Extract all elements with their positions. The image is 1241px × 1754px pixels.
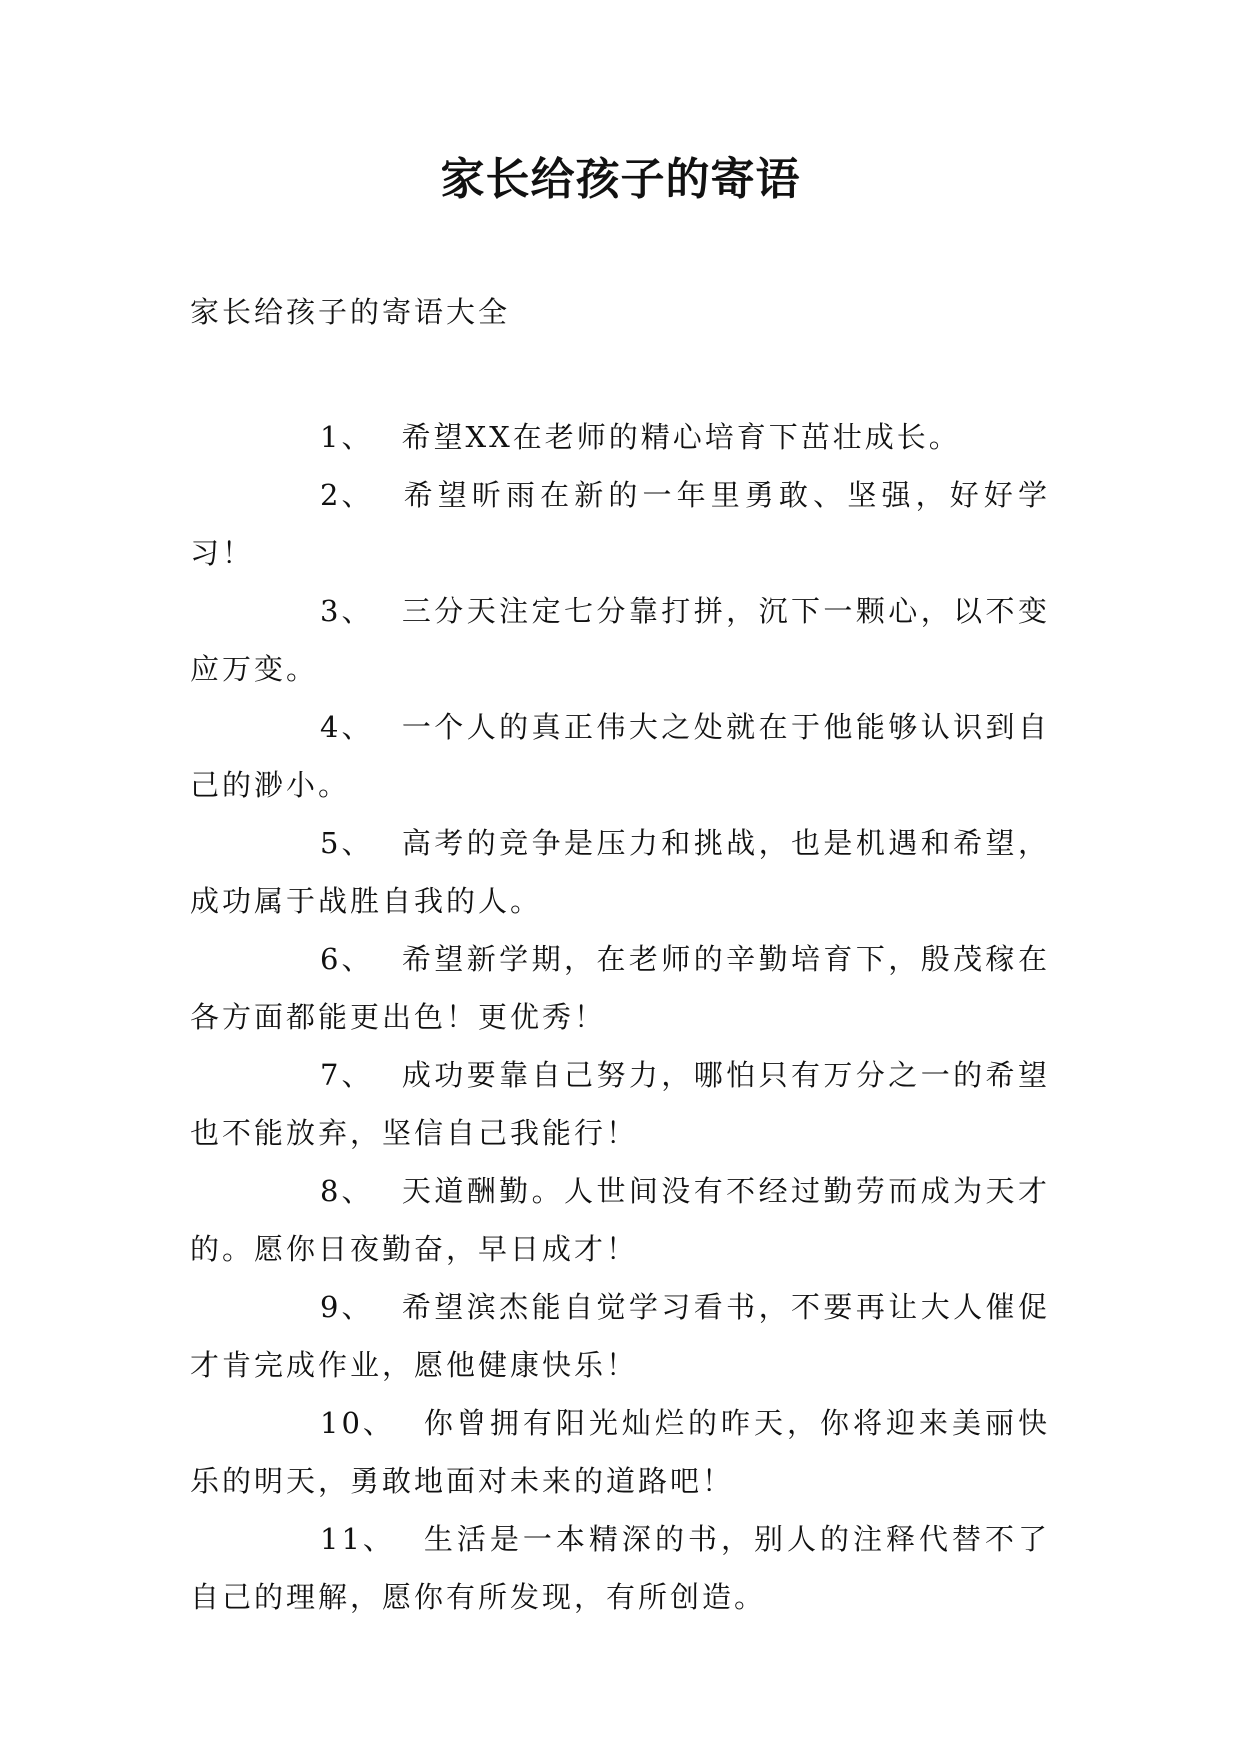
list-item [190,1046,1050,1162]
list-item [190,408,1050,466]
item-number: 6、 [320,942,374,976]
item-number: 10、 [320,1406,395,1440]
list-item [190,698,1050,814]
document-title: 家长给孩子的寄语 [440,154,801,205]
list-item [190,582,1050,698]
list-item [190,814,1050,930]
item-text: 希望滨杰能自觉学习看书，不要再让大人催促才肯完成作业，愿他健康快乐！ [190,1290,1050,1382]
item-text: 一个人的真正伟大之处就在于他能够认识到自己的渺小。 [190,710,1050,802]
item-number: 11、 [320,1522,395,1556]
list-item [190,930,1050,1046]
list-item [190,1278,1050,1394]
document-subtitle: 家长给孩子的寄语大全 [190,295,511,329]
item-number: 4、 [320,710,374,744]
item-number: 3、 [320,594,374,628]
list-item [190,466,1050,582]
item-text: 你曾拥有阳光灿烂的昨天，你将迎来美丽快乐的明天，勇敢地面对未来的道路吧！ [190,1406,1050,1498]
item-text: 成功要靠自己努力，哪怕只有万分之一的希望也不能放弃，坚信自己我能行！ [190,1058,1050,1150]
message-list [190,408,1050,1626]
item-number: 1、 [320,420,374,454]
item-text: 希望XX在老师的精心培育下茁壮成长。 [401,420,961,454]
list-item [190,1162,1050,1278]
item-text: 天道酬勤。人世间没有不经过勤劳而成为天才的。愿你日夜勤奋，早日成才！ [190,1174,1050,1266]
item-text: 高考的竞争是压力和挑战，也是机遇和希望，成功属于战胜自我的人。 [190,826,1050,918]
item-text: 生活是一本精深的书，别人的注释代替不了自己的理解，愿你有所发现，有所创造。 [190,1522,1050,1614]
item-number: 9、 [320,1290,374,1324]
item-number: 8、 [320,1174,374,1208]
item-text: 希望昕雨在新的一年里勇敢、坚强，好好学习！ [190,478,1050,570]
item-text: 希望新学期，在老师的辛勤培育下，殷茂稼在各方面都能更出色！更优秀！ [190,942,1050,1034]
item-number: 7、 [320,1058,374,1092]
item-number: 2、 [320,478,374,512]
list-item [190,1394,1050,1510]
item-text: 三分天注定七分靠打拼，沉下一颗心，以不变应万变。 [190,594,1050,686]
item-number: 5、 [320,826,374,860]
list-item [190,1510,1050,1626]
